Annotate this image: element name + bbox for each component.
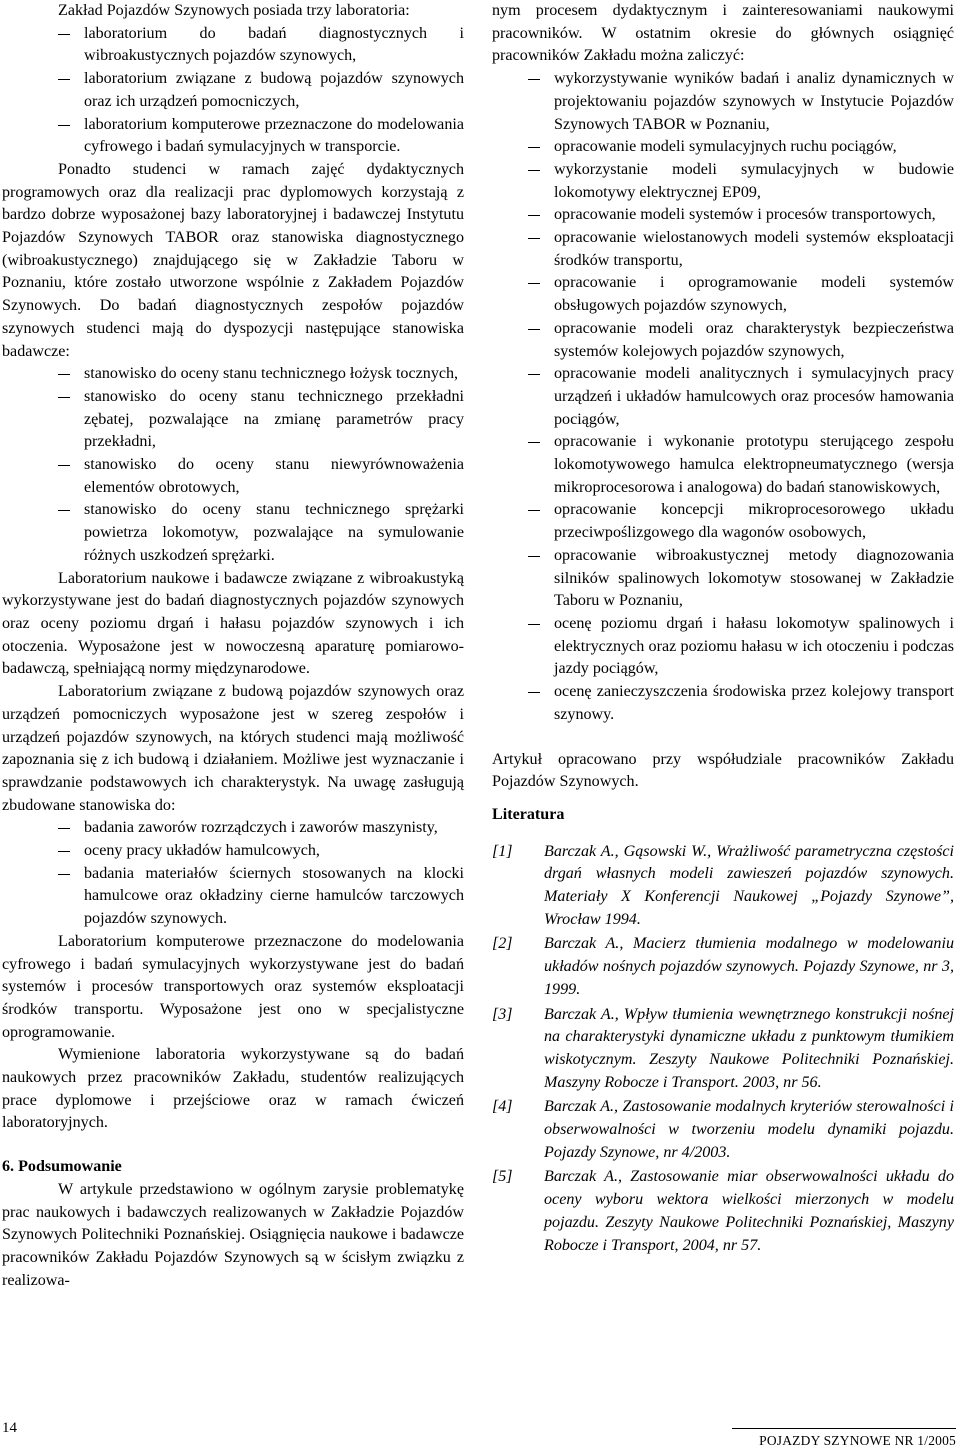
journal-footer: POJAZDY SZYNOWE NR 1/2005 [759, 1433, 956, 1448]
paragraph-summary: W artykule przedstawiono w ogólnym zarysie problematykę prac naukowych i badawczych realizowanych w Zakładzie Pojazdów Szynowych Politechniki Poznańskiej. Osiągnięcia naukowe i badawcze pracowników Zakładu Pojazdów Szynowych są w ścisłym związku z realizowa- [2, 1180, 464, 1289]
acknowledgement: Artykuł opracowano przy współudziale pracowników Zakładu Pojazdów Szynowych. [492, 750, 954, 791]
list-item: ocenę poziomu drgań i hałasu lokomotyw spalinowych i elektrycznych oraz poziomu hałasu w ich otoczeniu i podczas jazdy pociągów, [492, 613, 954, 681]
paragraph-usage: Wymienione laboratoria wykorzystywane są do badań naukowych przez pracowników Zakładu, studentów realizujących prace dyplomowe i przejściowe oraz w ramach ćwiczeń laboratoryjnych. [2, 1046, 464, 1132]
list-item: laboratorium związane z budową pojazdów szynowych oraz ich urządzeń pomocniczych, [2, 68, 464, 113]
list-item: badania materiałów ściernych stosowanych na klocki hamulcowe oraz okładziny cierne hamulców tarczowych pojazdów szynowych. [2, 863, 464, 931]
list-item: stanowisko do oceny stanu technicznego przekładni zębatej, pozwalające na zmianę parametrów pracy przekładni, [2, 386, 464, 454]
reference-text: Barczak A., Gąsowski W., Wrażliwość parametryczna częstości drgań własnych modeli zawieszeń pojazdów szynowych. Materiały X Konferencji Naukowej „Pojazdy Szynowe”, Wrocław 1994. [544, 842, 954, 928]
left-column [2, 0, 464, 1292]
paragraph-summary-continued: nym procesem dydaktycznym i zainteresowaniami naukowymi pracowników. W ostatnim okresie do głównych osiągnięć pracowników Zakładu można zaliczyć: [492, 2, 954, 65]
reference-number: [1] [492, 842, 513, 860]
page-number: 14 [2, 1420, 17, 1436]
list-item: opracowanie modeli analitycznych i symulacyjnych pracy urządzeń i układów hamulcowych oraz procesów hamowania pociągów, [492, 363, 954, 431]
list-item: opracowanie i wykonanie prototypu sterującego zespołu lokomotywowego hamulca elektropneumatycznego (wersja mikroprocesorowa i analogowa) do badań stanowiskowych, [492, 431, 954, 499]
list-item: laboratorium do badań diagnostycznych i wibroakustycznych pojazdów szynowych, [2, 23, 464, 68]
paragraph-computer-lab: Laboratorium komputerowe przeznaczone do modelowania cyfrowego i badań symulacyjnych wykorzystywane jest do badań systemów i procesów transportowych oraz systemów eksploatacji środków transportu. Wyposażone jest ono w specjalistyczne oprogramowanie. [2, 932, 464, 1041]
section-heading-summary: 6. Podsumowanie [2, 1158, 122, 1176]
list-item: stanowisko do oceny stanu technicznego łożysk tocznych, [2, 363, 464, 386]
reference-text: Barczak A., Zastosowanie modalnych kryteriów sterowalności i obserwowalności w tworzeniu modelu dynamiki pojazdu. Pojazdy Szynowe, nr 4/2003. [544, 1098, 954, 1161]
literature-heading: Literatura [492, 805, 565, 823]
reference-item [492, 1166, 954, 1257]
labs-intro: Zakład Pojazdów Szynowych posiada trzy laboratoria: [58, 2, 410, 19]
reference-number: [2] [492, 935, 513, 953]
list-item: badania zaworów rozrządczych i zaworów maszynisty, [2, 817, 464, 840]
reference-item [492, 841, 954, 932]
footer-rule [732, 1428, 956, 1429]
list-item: laboratorium komputerowe przeznaczone do modelowania cyfrowego i badań symulacyjnych w transporcie. [2, 114, 464, 159]
reference-text: Barczak A., Zastosowanie miar obserwowalności układu do oceny wyboru wektora wielkości mierzonych w modelu pojazdu. Zeszyty Naukowe Politechniki Poznańskiej, Maszyny Robocze i Transport, 2004, nr 57. [544, 1168, 954, 1254]
list-item: oceny pracy układów hamulcowych, [2, 840, 464, 863]
list-item: ocenę zanieczyszczenia środowiska przez kolejowy transport szynowy. [492, 681, 954, 726]
reference-text: Barczak A., Wpływ tłumienia wewnętrznego konstrukcji nośnej na charakterystyki dynamiczne układu z punktowym tłumikiem wiskotycznym. Zeszyty Naukowe Politechniki Poznańskiej. Maszyny Robocze i Transport. 2003, nr 56. [544, 1005, 954, 1091]
reference-item [492, 1004, 954, 1095]
list-item: stanowisko do oceny stanu technicznego sprężarki powietrza lokomotyw, pozwalające na symulowanie różnych uszkodzeń sprężarki. [2, 499, 464, 567]
labs-list [2, 23, 464, 159]
right-column [492, 0, 954, 1259]
paragraph-students: Ponadto studenci w ramach zajęć dydaktycznych programowych oraz dla realizacji prac dyplomowych korzystają z bardzo dobrze wyposażonej bazy laboratoryjnej i badawczej Instytutu Pojazdów Szynowych TABOR oraz stanowiska diagnostycznego (wibroakustycznego) znajdującego się w Zakładzie Taboru w Poznaniu, które zostało utworzone wspólnie z Zakładem Pojazdów Szynowych. Do badań diagnostycznych zespołów pojazdów szynowych studenci mają do dyspozycji następujące stanowiska badawcze: [2, 160, 464, 360]
reference-number: [4] [492, 1098, 513, 1116]
tests-list [2, 817, 464, 931]
list-item: stanowisko do oceny stanu niewyrównoważenia elementów obrotowych, [2, 454, 464, 499]
achievements-list [492, 68, 954, 726]
list-item: opracowanie modeli oraz charakterystyk bezpieczeństwa systemów kolejowych pojazdów szynowych, [492, 318, 954, 363]
list-item: opracowanie modeli systemów i procesów transportowych, [492, 204, 954, 227]
reference-item [492, 933, 954, 1001]
stands-list [2, 363, 464, 567]
reference-number: [3] [492, 1005, 513, 1023]
reference-list [492, 841, 954, 1258]
list-item: opracowanie i oprogramowanie modeli systemów obsługowych pojazdów szynowych, [492, 272, 954, 317]
list-item: opracowanie modeli symulacyjnych ruchu pociągów, [492, 136, 954, 159]
paragraph-vibro-lab: Laboratorium naukowe i badawcze związane z wibroakustyką wykorzystywane jest do badań diagnostycznych pojazdów szynowych oraz oceny poziomu drgań i hałasu pojazdów szynowych i ich otoczenia. Wyposażone jest w nowoczesną aparaturę pomiarowo-badawczą, spełniającą normy międzynarodowe. [2, 569, 464, 678]
list-item: wykorzystanie modeli symulacyjnych w budowie lokomotywy elektrycznej EP09, [492, 159, 954, 204]
list-item: opracowanie wielostanowych modeli systemów eksploatacji środków transportu, [492, 227, 954, 272]
list-item: opracowanie koncepcji mikroprocesorowego układu przeciwpoślizgowego dla wagonów osobowych, [492, 499, 954, 544]
list-item: wykorzystywanie wyników badań i analiz dynamicznych w projektowaniu pojazdów szynowych w Instytucie Pojazdów Szynowych TABOR w Poznaniu, [492, 68, 954, 136]
list-item: opracowanie wibroakustycznej metody diagnozowania silników spalinowych lokomotyw stosowanej w Zakładzie Taboru w Poznaniu, [492, 545, 954, 613]
paragraph-construction-lab: Laboratorium związane z budową pojazdów szynowych oraz urządzeń pomocniczych wyposażone jest w szereg zespołów i urządzeń pojazdów szynowych, na których studenci mają możliwość zapoznania się z ich budową i działaniem. Możliwe jest wyznaczanie i sprawdzanie podstawowych ich charakterystyk. Na uwagę zasługują zbudowane stanowiska do: [2, 683, 464, 814]
reference-number: [5] [492, 1168, 513, 1186]
reference-item [492, 1096, 954, 1164]
reference-text: Barczak A., Macierz tłumienia modalnego w modelowaniu układów nośnych pojazdów szynowych. Pojazdy Szynowe, nr 3, 1999. [544, 935, 954, 998]
